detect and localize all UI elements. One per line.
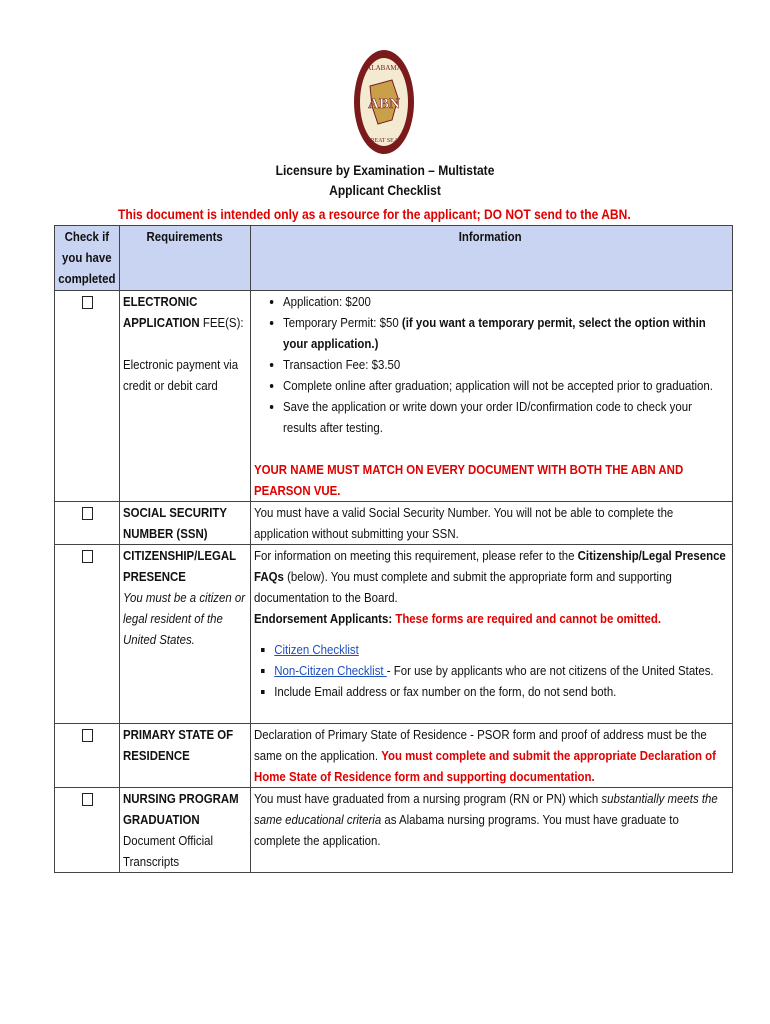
information-text (254, 724, 726, 787)
requirement-cell (120, 291, 251, 502)
alabama-board-of-nursing-seal (352, 46, 416, 158)
table-header-row (55, 226, 733, 291)
list-item (283, 396, 726, 438)
requirement-title: SOCIAL SECURITY NUMBER (SSN) (123, 505, 227, 541)
endorsement-label: Endorsement Applicants: (254, 611, 396, 626)
requirement-title: ELECTRONIC APPLICATION (123, 294, 200, 330)
check-cell (55, 724, 120, 788)
column-header-check-label: Check if you have completed (58, 229, 116, 286)
table-row (55, 724, 733, 788)
information-cell (251, 545, 733, 724)
check-cell (55, 788, 120, 873)
requirement-title: NURSING PROGRAM GRADUATION (123, 791, 239, 827)
citizen-checklist-link[interactable]: Citizen Checklist (274, 642, 359, 657)
title-line-2: Applicant Checklist (329, 182, 441, 198)
checkbox[interactable] (82, 296, 93, 309)
information-cell (251, 502, 733, 545)
requirement-cell (120, 502, 251, 545)
list-item-text: Complete online after graduation; application will not be accepted prior to graduation. (283, 378, 713, 393)
requirement-title: PRIMARY STATE OF RESIDENCE (123, 727, 234, 763)
requirement-note: Document Official Transcripts (123, 833, 214, 869)
requirement-text (123, 291, 246, 396)
checkbox[interactable] (82, 793, 93, 806)
list-item-text: Save the application or write down your order ID/confirmation code to check your results after testing. (283, 399, 692, 435)
info-text-a: Declaration of Primary State of Residence - PSOR form and proof of address must be the same on the application. (254, 727, 707, 763)
non-citizen-checklist-link[interactable]: Non-Citizen Checklist (274, 663, 387, 678)
list-item (274, 681, 726, 702)
requirement-note: You must be a citizen or legal resident of the United States. (123, 590, 246, 647)
faq-reference: Citizenship/Legal Presence FAQs (254, 548, 726, 584)
title-line-1: Licensure by Examination – Multistate (275, 162, 495, 178)
list-item-bold: (if you want a temporary permit, select the option within your application.) (283, 315, 706, 351)
requirement-text (123, 545, 246, 650)
list-item (283, 354, 726, 375)
requirement-note: Electronic payment via credit or debit card (123, 357, 239, 393)
column-header-check (55, 226, 120, 291)
name-match-warning: YOUR NAME MUST MATCH ON EVERY DOCUMENT WITH BOTH THE ABN AND PEARSON VUE. (254, 462, 684, 498)
svg-text:ABN: ABN (368, 96, 400, 112)
info-italic: substantially meets the same educational criteria (254, 791, 718, 827)
list-item (283, 375, 726, 396)
list-item-text: Temporary Permit: $50 (283, 315, 402, 330)
info-text-a: You must have graduated from a nursing program (RN or PN) which (254, 791, 602, 806)
requirement-title-suffix: FEE(S): (199, 315, 244, 330)
information-text (254, 291, 726, 501)
email-fax-note: Include Email address or fax number on the form, do not send both. (274, 684, 617, 699)
document-title (54, 160, 716, 200)
check-cell (55, 502, 120, 545)
info-text-a: For information on meeting this requirement, please refer to the (254, 548, 578, 563)
endorsement-warning: These forms are required and cannot be omitted. (395, 611, 662, 626)
column-header-information (251, 226, 733, 291)
seal-graphic (352, 46, 416, 158)
table-row (55, 545, 733, 724)
info-text-c: as Alabama nursing programs. You must have graduate to complete the application. (254, 812, 679, 848)
applicant-checklist-table (54, 225, 733, 873)
table-row (55, 788, 733, 873)
info-text-c: (below). You must complete and submit the appropriate form and supporting documentation to the Board. (254, 569, 672, 605)
list-item-text: Application: $200 (283, 294, 371, 309)
do-not-send-warning: This document is intended only as a resource for the applicant; DO NOT send to the ABN. (118, 206, 631, 222)
requirement-cell (120, 724, 251, 788)
table-row (55, 502, 733, 545)
checkbox[interactable] (82, 550, 93, 563)
requirement-text (123, 788, 246, 872)
information-text (254, 788, 726, 851)
list-item (283, 291, 726, 312)
information-text: You must have a valid Social Security Number. You will not be able to complete the application without submitting your SSN. (254, 505, 674, 541)
column-header-requirements (120, 226, 251, 291)
information-cell (251, 724, 733, 788)
checkbox[interactable] (82, 507, 93, 520)
information-cell (251, 291, 733, 502)
requirement-cell (120, 545, 251, 724)
check-cell (55, 545, 120, 724)
checklist-links (254, 639, 726, 702)
svg-text:GREAT SEAL: GREAT SEAL (366, 138, 402, 144)
list-item-text: Transaction Fee: $3.50 (283, 357, 401, 372)
column-header-information-label: Information (458, 229, 522, 244)
list-item (274, 639, 726, 660)
list-item (274, 660, 726, 681)
non-citizen-note: - For use by applicants who are not citizens of the United States. (386, 663, 714, 678)
check-cell (55, 291, 120, 502)
info-warning: You must complete and submit the appropriate Declaration of Home State of Residence form and supporting documentation. (254, 748, 716, 784)
requirement-cell (120, 788, 251, 873)
information-text (254, 545, 726, 723)
requirement-title: CITIZENSHIP/LEGAL PRESENCE (123, 548, 236, 584)
list-item (283, 312, 726, 354)
checkbox[interactable] (82, 729, 93, 742)
table-row (55, 291, 733, 502)
fee-list (254, 291, 726, 438)
column-header-requirements-label: Requirements (146, 229, 223, 244)
information-cell (251, 788, 733, 873)
svg-text:ALABAMA: ALABAMA (366, 64, 402, 72)
